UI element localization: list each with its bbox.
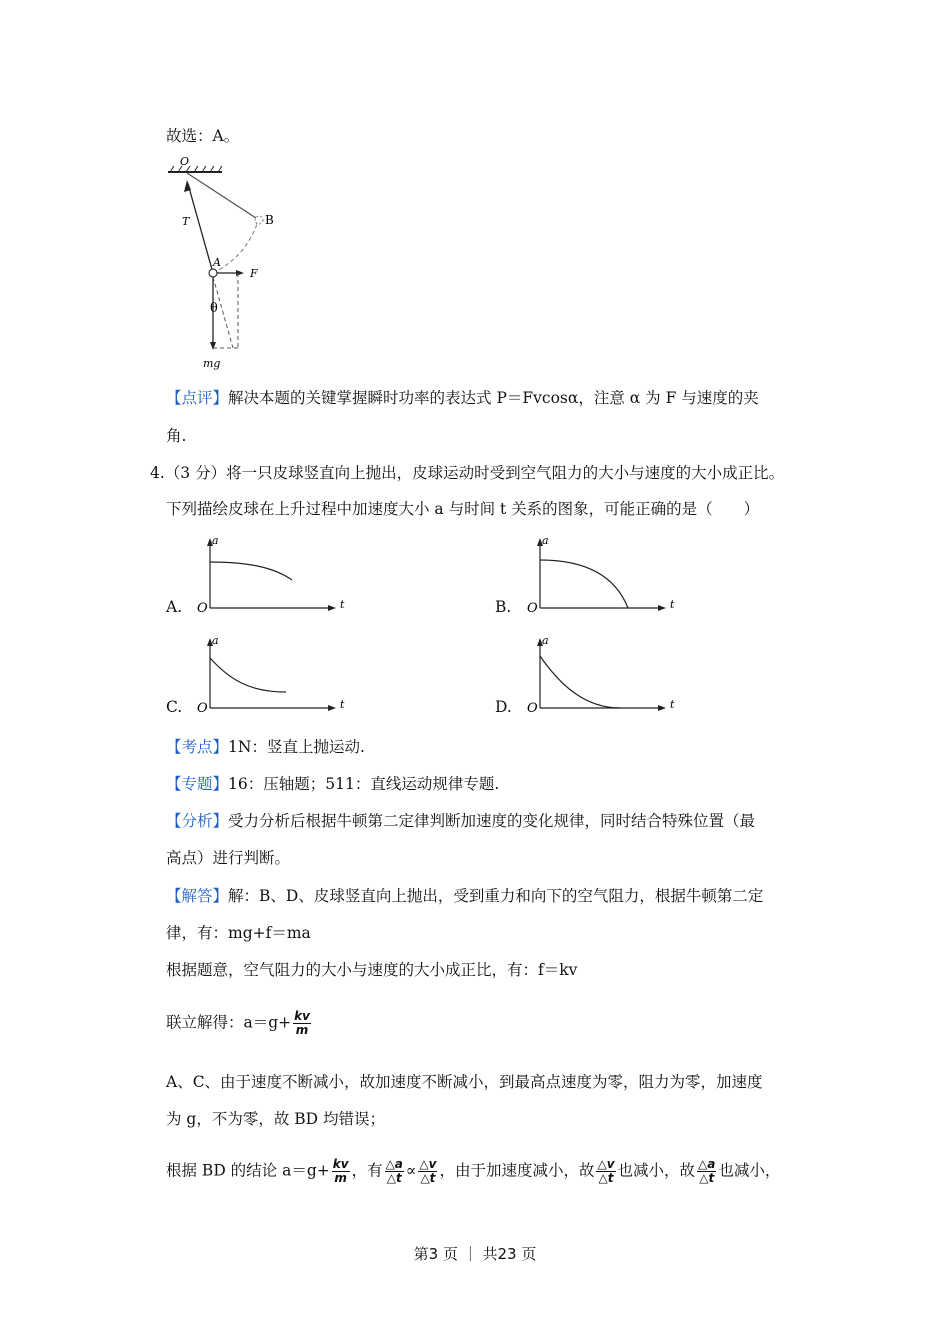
svg-text:t: t [340, 698, 345, 711]
label-O: O [180, 155, 190, 168]
page-footer: 第3 页 ｜ 共23 页 [413, 1245, 537, 1263]
svg-text:O: O [197, 601, 208, 616]
option-d-graph [520, 630, 680, 720]
svg-text:a: a [542, 534, 549, 547]
kaodian-tag: 【考点】 [166, 738, 229, 756]
jieda-line1: 【解答】解：B、D、皮球竖直向上抛出，受到重力和向下的空气阻力，根据牛顿第二定 [166, 887, 764, 905]
svg-text:t: t [670, 698, 675, 711]
fenxi-line2: 高点）进行判断。 [166, 849, 291, 867]
svg-text:a: a [212, 534, 219, 547]
fraction-kv-m: $\frac{kv}{m}$ [294, 1009, 310, 1037]
label-theta: θ [210, 301, 218, 316]
fraction-dv-dt: $\frac{\triangle v}{\triangle t}$ [419, 1157, 437, 1185]
zhuanti-line: 【专题】16：压轴题；511：直线运动规律专题. [166, 775, 500, 793]
conclusion-text: 故选：A。 [166, 127, 240, 145]
option-b-graph [520, 530, 680, 620]
option-a-graph [190, 530, 350, 620]
comment-line2: 角. [166, 427, 187, 445]
svg-text:t: t [340, 598, 345, 611]
jieda-line2: 律，有：mg+f＝ma [166, 924, 311, 942]
option-d-label: D. [495, 698, 512, 716]
option-c-graph [190, 630, 350, 720]
jieda-tag: 【解答】 [166, 887, 229, 905]
svg-text:t: t [670, 598, 675, 611]
question-4-line1: 4.（3 分）将一只皮球竖直向上抛出，皮球运动时受到空气阻力的大小与速度的大小成正比。 [150, 464, 785, 482]
ac-line2: 为 g，不为零，故 BD 均错误； [166, 1110, 386, 1128]
label-B: B [265, 213, 274, 227]
lianli-line: 联立解得：a＝g+ $\frac{kv}{m}$ [166, 1009, 310, 1037]
option-b-label: B. [495, 598, 512, 616]
label-T: T [182, 215, 190, 228]
svg-text:O: O [197, 701, 208, 716]
ac-line1: A、C、由于速度不断减小，故加速度不断减小，到最高点速度为零，阻力为零，加速度 [166, 1073, 763, 1091]
option-a-label: A. [166, 598, 183, 616]
bd-conclusion-line: 根据 BD 的结论 a＝g+ $\frac{kv}{m}$ ，有 $\frac{\triangle a}{\triangle t}$ ∝ $\frac{\triangle v}{\triangle t}$ ，由于加速度减小，故 $\frac{\triangle v}{\triangle t}$ 也减小，故 $\frac{\triangle a}{\triangle t}$ 也减小， [166, 1157, 781, 1185]
fraction-kv-m-2: $\frac{kv}{m}$ [332, 1157, 349, 1185]
fraction-da-dt: $\frac{\triangle a}{\triangle t}$ [385, 1157, 403, 1185]
label-A: A [213, 256, 221, 269]
fenxi-line1: 【分析】受力分析后根据牛顿第二定律判断加速度的变化规律，同时结合特殊位置（最 [166, 812, 756, 830]
comment-tag: 【点评】 [166, 389, 229, 407]
svg-text:a: a [542, 634, 549, 647]
comment-line1: 【点评】解决本题的关键掌握瞬时功率的表达式 P＝Fvcosα，注意 α 为 F 与速度的夹 [166, 389, 759, 407]
label-mg: mg [203, 357, 221, 370]
option-c-label: C. [166, 698, 183, 716]
svg-text:O: O [527, 701, 538, 716]
pendulum-diagram [160, 152, 290, 372]
label-F: F [250, 267, 258, 280]
zhuanti-tag: 【专题】 [166, 775, 229, 793]
fraction-dv-dt-2: $\frac{\triangle v}{\triangle t}$ [597, 1157, 615, 1185]
svg-text:O: O [527, 601, 538, 616]
kaodian-line: 【考点】1N：竖直上抛运动. [166, 738, 365, 756]
svg-text:a: a [212, 634, 219, 647]
ratio-line: 根据题意，空气阻力的大小与速度的大小成正比，有：f＝kv [166, 961, 578, 979]
fraction-da-dt-2: $\frac{\triangle a}{\triangle t}$ [698, 1157, 716, 1185]
fenxi-tag: 【分析】 [166, 812, 229, 830]
question-4-line2: 下列描绘皮球在上升过程中加速度大小 a 与时间 t 关系的图象，可能正确的是（ ） [166, 500, 760, 518]
